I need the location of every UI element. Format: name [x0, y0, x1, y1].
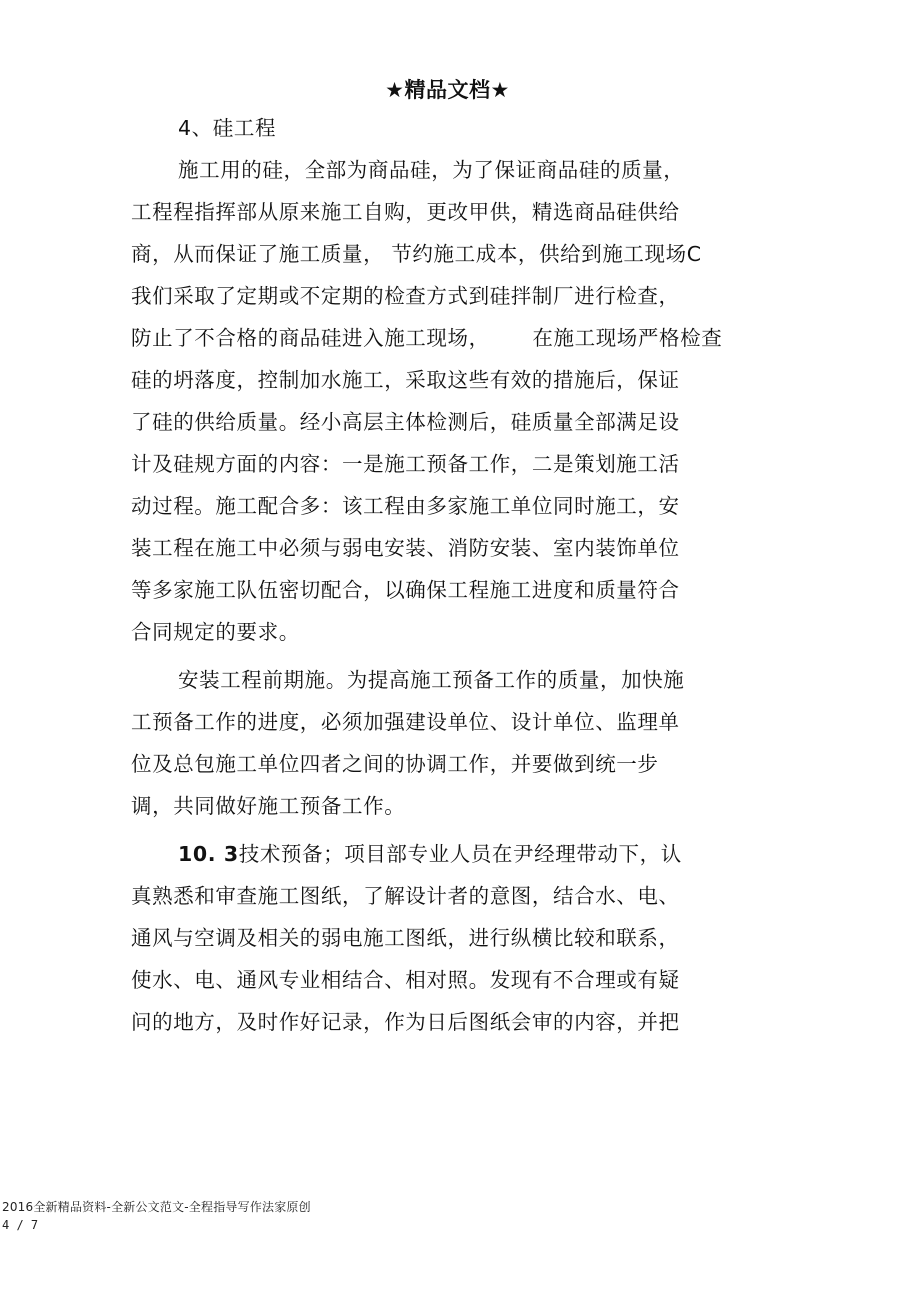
paragraph-line: 工程程指挥部从原来施工自购，更改甲供，精选商品硅供给	[131, 200, 680, 224]
paragraph-line: 防止了不合格的商品硅进入施工现场， 在施工现场严格检查	[131, 326, 723, 350]
section-title: 4、硅工程	[178, 116, 277, 140]
paragraph-line: 工预备工作的进度，必须加强建设单位、设计单位、监理单	[131, 710, 680, 734]
paragraph-line	[131, 833, 791, 875]
paragraph-line: 调，共同做好施工预备工作。	[131, 794, 406, 818]
paragraph-line: 真熟悉和审查施工图纸，了解设计者的意图，结合水、电、	[131, 884, 680, 908]
paragraph-line: 施工用的硅，全部为商品硅，为了保证商品硅的质量，	[178, 158, 685, 182]
paragraph-2	[131, 659, 791, 827]
paragraph-line: 等多家施工队伍密切配合，以确保工程施工进度和质量符合	[131, 578, 680, 602]
paragraph-line: 合同规定的要求。	[131, 620, 300, 644]
paragraph-1	[131, 149, 791, 653]
paragraph-line: 问的地方，及时作好记录，作为日后图纸会审的内容，并把	[131, 1010, 680, 1034]
document-body	[131, 107, 791, 1043]
paragraph-line: 了硅的供给质量。经小高层主体检测后，硅质量全部满足设	[131, 410, 680, 434]
paragraph-line: 动过程。施工配合多：该工程由多家施工单位同时施工，安	[131, 494, 680, 518]
paragraph-line: 硅的坍落度，控制加水施工，采取这些有效的措施后，保证	[131, 368, 680, 392]
paragraph-3	[131, 833, 791, 1043]
paragraph-line: 我们采取了定期或不定期的检查方式到硅拌制厂进行检查，	[131, 284, 680, 308]
paragraph-line: 商，从而保证了施工质量， 节约施工成本，供给到施工现场C	[131, 242, 702, 266]
paragraph-line: 使水、电、通风专业相结合、相对照。发现有不合理或有疑	[131, 968, 680, 992]
paragraph-line: 安装工程前期施。为提高施工预备工作的质量，加快施	[178, 668, 685, 692]
paragraph-line: 通风与空调及相关的弱电施工图纸，进行纵横比较和联系，	[131, 926, 680, 950]
paragraph-line: 位及总包施工单位四者之间的协调工作，并要做到统一步	[131, 752, 659, 776]
page-number: 4 / 7	[2, 1218, 39, 1232]
section-number: 10. 3	[178, 842, 239, 866]
paragraph-line: 装工程在施工中必须与弱电安装、消防安装、室内装饰单位	[131, 536, 680, 560]
document-header-title: ★精品文档★	[385, 78, 510, 102]
paragraph-line: 计及硅规方面的内容：一是施工预备工作，二是策划施工活	[131, 452, 680, 476]
paragraph-line-text: 技术预备；项目部专业人员在尹经理带动下，认	[238, 842, 682, 866]
footer-note: 2016全新精品资料-全新公文范文-全程指导写作法家原创	[2, 1200, 311, 1214]
